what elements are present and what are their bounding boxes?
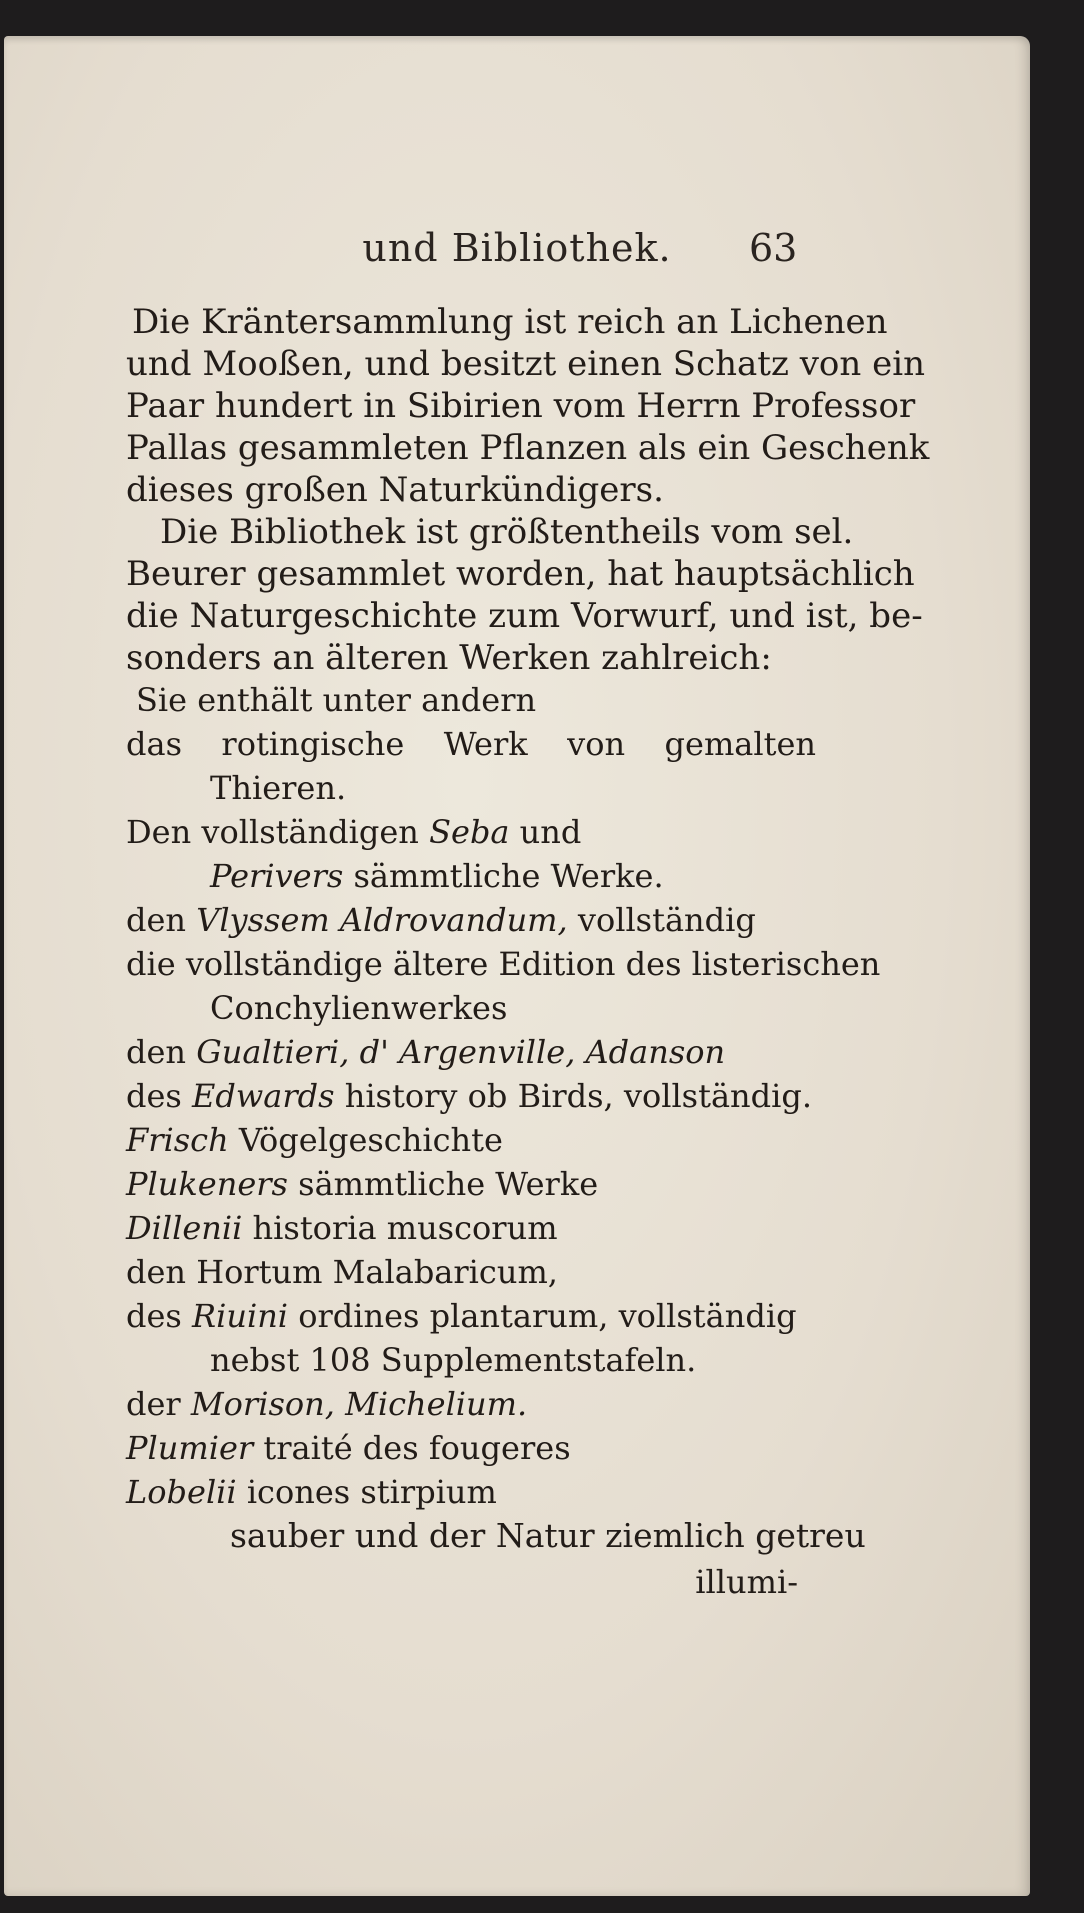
list-item: das rotingische Werk von gemalten: [126, 725, 816, 763]
page-number: 63: [749, 226, 798, 270]
text-line: Pallas gesammleten Pflanzen als ein Geschenk: [126, 428, 930, 468]
list-item: Frisch Vögelgeschichte: [126, 1121, 503, 1159]
list-item-continuation: Conchylienwerkes: [210, 989, 508, 1027]
list-item-continuation: nebst 108 Supplementstafeln.: [210, 1341, 697, 1379]
list-item: Den vollständigen Seba und: [126, 813, 582, 851]
list-item: des Riuini ordines plantarum, vollständig: [126, 1297, 797, 1335]
list-item: Lobelii icones stirpium: [126, 1473, 497, 1511]
list-item: Perivers sämmtliche Werke.: [210, 857, 664, 895]
body-text: [126, 301, 930, 1603]
text-line: sonders an älteren Werken zahlreich:: [126, 638, 772, 678]
text-line: und Mooßen, und besitzt einen Schatz von ein: [126, 344, 925, 384]
closing-line: sauber und der Natur ziemlich getreu: [230, 1516, 866, 1555]
page-header: [4, 226, 1030, 276]
list-item: Dillenii historia muscorum: [126, 1209, 558, 1247]
text-line: Beurer gesammlet worden, hat hauptsächlich: [126, 554, 915, 594]
text-line: dieses großen Naturkündigers.: [126, 470, 664, 510]
text-line: Paar hundert in Sibirien vom Herrn Professor: [126, 386, 916, 426]
list-item: den Vlyssem Aldrovandum, vollständig: [126, 901, 756, 939]
intro-line: Sie enthält unter andern: [136, 681, 537, 719]
list-item-continuation: Thieren.: [210, 769, 347, 807]
list-item: den Hortum Malabaricum,: [126, 1253, 558, 1291]
list-item: den Gualtieri, d' Argenville, Adanson: [126, 1033, 726, 1071]
text-line: Die Kräntersammlung ist reich an Lichenen: [132, 302, 888, 342]
book-page: [4, 36, 1030, 1896]
list-item: Plumier traité des fougeres: [126, 1429, 571, 1467]
list-item: des Edwards history ob Birds, vollständig.: [126, 1077, 813, 1115]
running-head: und Bibliothek.: [362, 226, 672, 270]
text-line: die Naturgeschichte zum Vorwurf, und ist, be-: [126, 596, 923, 636]
list-item: Plukeners sämmtliche Werke: [126, 1165, 599, 1203]
catchword: illumi-: [695, 1563, 798, 1601]
list-item: die vollständige ältere Edition des listerischen: [126, 945, 881, 983]
text-line: Die Bibliothek ist größtentheils vom sel.: [160, 512, 854, 552]
list-item: der Morison, Michelium.: [126, 1385, 528, 1423]
